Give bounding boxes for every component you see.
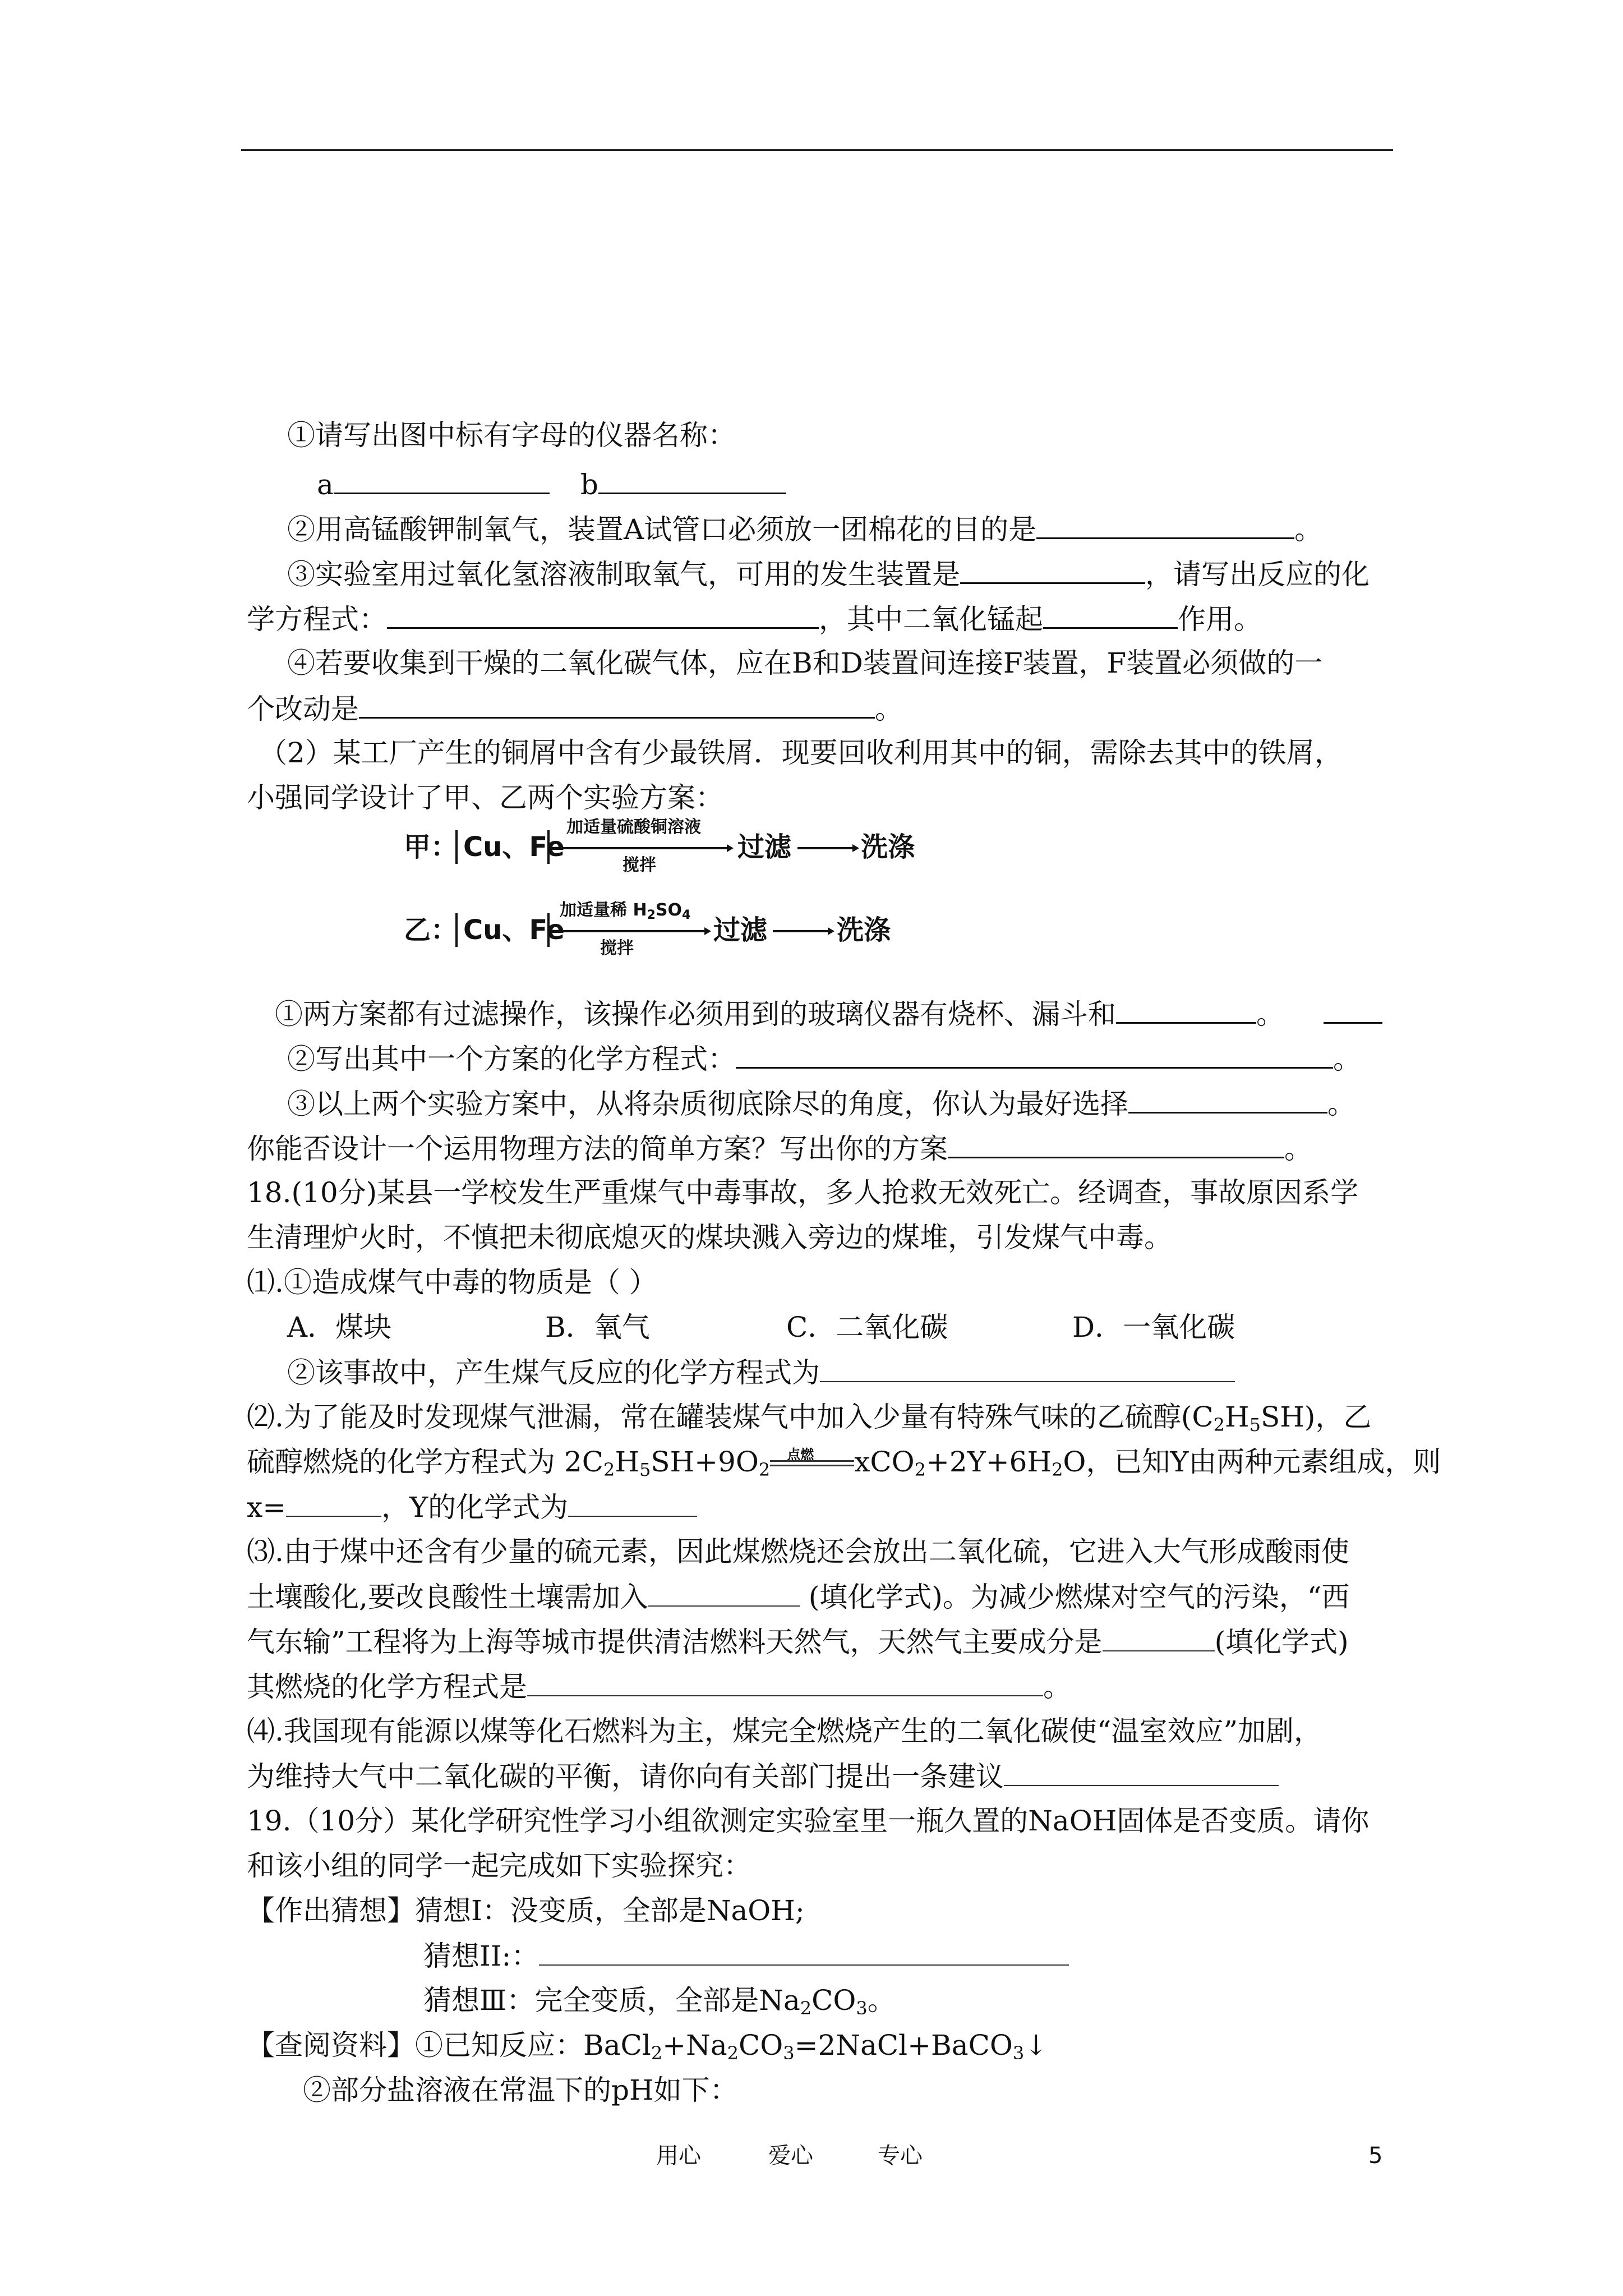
q18-part2b: 硫醇燃烧的化学方程式为 $2C_2H_5SH+9O_2$ 点燃 $xCO_2+2Y+6H_2O$，已知Y由两种元素组成，则	[247, 1446, 1441, 1480]
q19-hypothesis-1: 【作出猜想】猜想I：没变质，全部是NaOH;	[247, 1894, 805, 1927]
q19-hypothesis-3: 猜想Ⅲ：完全变质，全部是$Na_2CO_3$。	[423, 1984, 896, 2019]
q17-part2-intro2: 小强同学设计了甲、乙两个实验方案：	[247, 781, 723, 814]
scheme-jia-reagent: 加适量硫酸铜溶液	[566, 817, 701, 837]
q17-part1-4b: 个改动是 。	[247, 691, 903, 726]
q17-part1-4: ④若要收集到干燥的二氧化碳气体，应在B和D装置间连接F装置，F装置必须做的一	[287, 647, 1323, 679]
scheme-jia-wash: 洗涤	[861, 831, 915, 863]
scheme-yi-arrow-2	[773, 927, 834, 938]
q19-hypothesis-2: 猜想II:：	[423, 1939, 1069, 1973]
q19-intro: 19.（10分）某化学研究性学习小组欲测定实验室里一瓶久置的NaOH固体是否变质。请你	[247, 1805, 1370, 1837]
q19-reference-1: 【查阅资料】①已知反应：$BaCl_2+Na_2CO_3=2NaCl+BaCO_3↓$	[247, 2029, 1048, 2064]
q18-part1b: ②该事故中，产生煤气反应的化学方程式为	[287, 1355, 1235, 1389]
scheme-yi-wash: 洗涤	[837, 914, 891, 946]
q18-part4b: 为维持大气中二氧化碳的平衡，请你向有关部门提出一条建议	[247, 1759, 1279, 1793]
header-rule	[241, 149, 1393, 151]
page-number: 5	[1368, 2143, 1383, 2169]
reaction-condition: 点燃	[770, 1447, 854, 1475]
q17-part1-3: ③实验室用过氧化氢溶液制取氧气，可用的发生装置是 ，请写出反应的化	[287, 556, 1370, 591]
q19-intro2: 和该小组的同学一起完成如下实验探究：	[247, 1849, 751, 1882]
q17-part1-3b: 学方程式： ，其中二氧化锰起 作用。	[247, 601, 1262, 636]
q18-intro: 18.(10分)某县一学校发生严重煤气中毒事故，多人抢救无效死亡。经调查，事故原因系学	[247, 1176, 1359, 1209]
q18-part3d: 其燃烧的化学方程式是 。	[247, 1671, 1071, 1703]
option-a: A．煤块	[287, 1311, 392, 1343]
q17-part2-3: ③以上两个实验方案中，从将杂质彻底除尽的角度，你认为最好选择 。	[287, 1086, 1355, 1121]
q18-part2: ⑵.为了能及时发现煤气泄漏，常在罐装煤气中加入少量有特殊气味的乙硫醇$(C_2H_5SH)$，乙	[247, 1401, 1372, 1435]
footer-word-2: 爱心	[768, 2143, 813, 2169]
q18-part3: ⑶.由于煤中还含有少量的硫元素，因此煤燃烧还会放出二氧化硫，它进入大气形成酸雨使	[247, 1535, 1349, 1568]
scheme-jia-filter: 过滤	[737, 831, 792, 863]
q17-part2-2: ②写出其中一个方案的化学方程式： 。	[287, 1041, 1361, 1076]
q18-part3c: 气东输”工程将为上海等城市提供清洁燃料天然气，天然气主要成分是 (填化学式)	[247, 1626, 1349, 1658]
scheme-jia-reactants: Cu、Fe	[455, 830, 565, 864]
scheme-yi-filter: 过滤	[713, 914, 768, 946]
option-b: B．氧气	[545, 1311, 650, 1343]
scheme-yi-reagent: 加适量稀 $H_2SO_4$	[560, 900, 691, 922]
scheme-jia-label: 甲：	[404, 831, 458, 863]
q17-part1-2: ②用高锰酸钾制氧气，装置A试管口必须放一团棉花的目的是 。	[287, 512, 1322, 546]
q17-part1-ab: a b	[317, 467, 786, 501]
scheme-jia-arrow-2	[797, 844, 859, 855]
scheme-yi-label: 乙：	[404, 914, 458, 946]
q18-part3b: 土壤酸化,要改良酸性土壤需加入 (填化学式)。为减少燃煤对空气的污染，“西	[247, 1581, 1350, 1613]
scheme-jia-stir: 搅拌	[623, 855, 656, 875]
q18-part1: ⑴.①造成煤气中毒的物质是（ ）	[247, 1266, 657, 1299]
q17-part2-1: ①两方案都有过滤操作，该操作必须用到的玻璃仪器有烧杯、漏斗和 。	[275, 996, 1382, 1031]
scheme-yi-reactants: Cu、Fe	[455, 913, 565, 947]
scheme-yi-arrow-1	[548, 927, 711, 938]
footer-word-3: 专心	[878, 2143, 923, 2169]
q17-part1-1: ①请写出图中标有字母的仪器名称：	[287, 419, 736, 452]
q18-part4: ⑷.我国现有能源以煤等化石燃料为主，煤完全燃烧产生的二氧化碳使“温室效应”加剧，	[247, 1715, 1322, 1747]
q18-intro2: 生清理炉火时，不慎把未彻底熄灭的煤块溅入旁边的煤堆，引发煤气中毒。	[247, 1221, 1172, 1254]
scheme-yi-stir: 搅拌	[600, 938, 634, 958]
q19-reference-2: ②部分盐溶液在常温下的pH如下：	[303, 2074, 738, 2106]
footer-word-1: 用心	[656, 2143, 701, 2169]
option-d: D．一氧化碳	[1072, 1311, 1235, 1343]
q18-options	[287, 1310, 1235, 1344]
option-c: C．二氧化碳	[786, 1311, 948, 1343]
q17-part2-4: 你能否设计一个运用物理方法的简单方案？写出你的方案 。	[247, 1131, 1312, 1166]
q17-part2-intro: （2）某工厂产生的铜屑中含有少最铁屑．现要回收利用其中的铜，需除去其中的铁屑，	[259, 737, 1343, 769]
q18-part2c: x= ，Y的化学式为	[247, 1490, 697, 1524]
scheme-jia-arrow-1	[548, 844, 734, 855]
